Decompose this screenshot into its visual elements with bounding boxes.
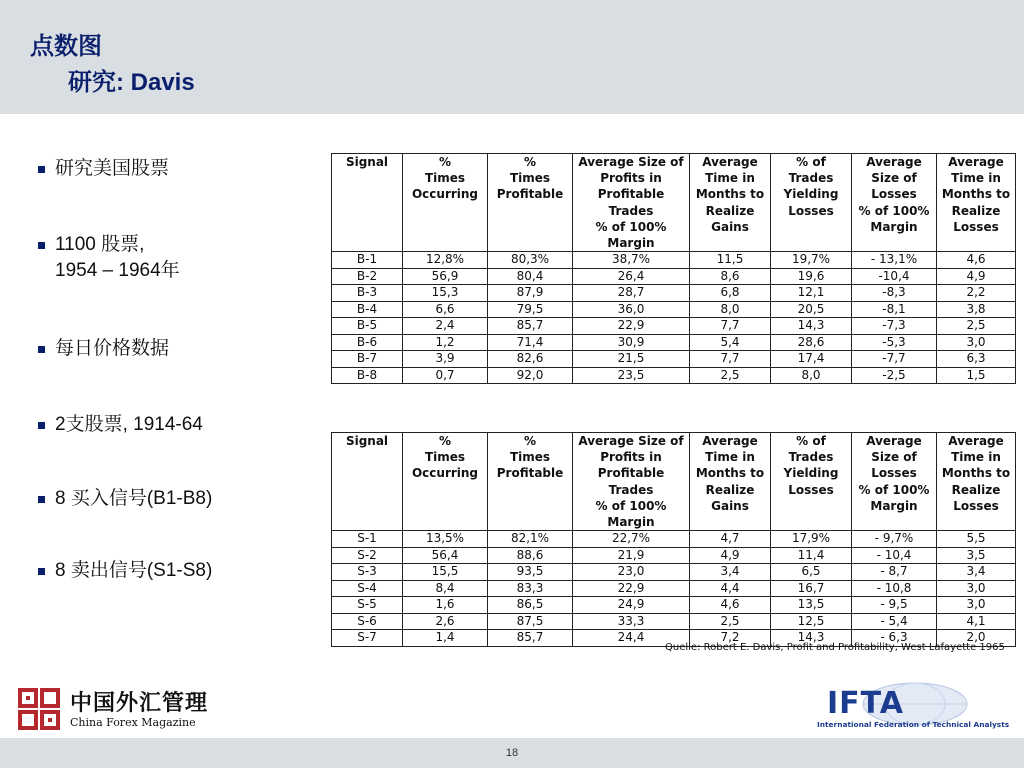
table-cell: - 5,4 <box>852 613 937 630</box>
sell-signals-table <box>331 432 1016 647</box>
table-cell: 22,9 <box>573 580 690 597</box>
signal-cell: B-5 <box>332 318 403 335</box>
table-cell: -8,1 <box>852 301 937 318</box>
column-header-line: Profits in <box>600 171 662 186</box>
table-cell: 22,9 <box>573 318 690 335</box>
column-header-line: Signal <box>345 434 389 448</box>
table-cell: 56,4 <box>403 547 488 564</box>
table-cell: 6,8 <box>690 285 771 302</box>
page-number: 18 <box>505 747 519 759</box>
table-cell: 19,7% <box>771 252 852 269</box>
column-header-line: Months to <box>695 466 765 481</box>
column-header <box>488 154 573 252</box>
table-cell: 87,9 <box>488 285 573 302</box>
table-row <box>332 285 1016 302</box>
table-cell: 4,1 <box>937 613 1016 630</box>
column-header-line: Times <box>424 171 466 186</box>
column-header-line: Yielding <box>783 187 839 202</box>
bullet-item <box>38 486 212 512</box>
column-header-line: Occurring <box>411 466 479 481</box>
table-cell: 8,0 <box>771 367 852 384</box>
signal-cell: B-8 <box>332 367 403 384</box>
table-cell: 21,9 <box>573 547 690 564</box>
table-cell: 14,3 <box>771 318 852 335</box>
table-cell: 24,9 <box>573 597 690 614</box>
table-cell: 24,4 <box>573 630 690 647</box>
table-row <box>332 367 1016 384</box>
table-cell: 22,7% <box>573 531 690 548</box>
table-cell: - 10,8 <box>852 580 937 597</box>
column-header <box>771 154 852 252</box>
table-cell: 80,4 <box>488 268 573 285</box>
table-cell: 83,3 <box>488 580 573 597</box>
column-header <box>690 154 771 252</box>
table-cell: 2,4 <box>403 318 488 335</box>
column-header-line: Size of <box>871 450 917 465</box>
table-cell: 28,6 <box>771 334 852 351</box>
table-cell: - 8,7 <box>852 564 937 581</box>
table-cell: - 9,7% <box>852 531 937 548</box>
ifta-logo <box>815 680 1020 736</box>
column-header <box>937 433 1016 531</box>
table-header-row <box>332 433 1016 531</box>
table-cell: 2,5 <box>690 613 771 630</box>
table-cell: 36,0 <box>573 301 690 318</box>
column-header-line: Average <box>702 434 758 448</box>
column-header-line: Average Size of <box>578 434 684 448</box>
table-cell: 3,5 <box>937 547 1016 564</box>
table-cell: 7,7 <box>690 318 771 335</box>
table-cell: - 6,3 <box>852 630 937 647</box>
column-header-line: % <box>523 155 537 169</box>
column-header-line: % <box>523 434 537 448</box>
table-row <box>332 334 1016 351</box>
bullet-marker <box>38 346 45 353</box>
column-header-line: Occurring <box>411 187 479 202</box>
table-cell: 2,2 <box>937 285 1016 302</box>
table-cell: 15,5 <box>403 564 488 581</box>
column-header-line: Realize <box>705 482 755 497</box>
signal-cell: B-2 <box>332 268 403 285</box>
column-header <box>403 154 488 252</box>
table-cell: -2,5 <box>852 367 937 384</box>
column-header-line: Time in <box>951 171 1001 186</box>
bullet-item <box>38 412 203 438</box>
column-header-line: Average <box>866 434 922 448</box>
column-header-line: % of 100% <box>858 482 930 497</box>
table-cell: 85,7 <box>488 630 573 647</box>
table-cell: 5,4 <box>690 334 771 351</box>
table-cell: 13,5 <box>771 597 852 614</box>
table-cell: - 13,1% <box>852 252 937 269</box>
column-header <box>771 433 852 531</box>
table-cell: 3,8 <box>937 301 1016 318</box>
table-cell: 85,7 <box>488 318 573 335</box>
table-cell: 4,6 <box>690 597 771 614</box>
signal-cell: S-5 <box>332 597 403 614</box>
table-cell: 28,7 <box>573 285 690 302</box>
signal-cell: B-7 <box>332 351 403 368</box>
table-cell: 4,7 <box>690 531 771 548</box>
table-row <box>332 252 1016 269</box>
column-header <box>573 154 690 252</box>
column-header-line: Months to <box>695 187 765 202</box>
column-header-line: Margin <box>870 498 918 513</box>
column-header-line: Gains <box>711 219 749 234</box>
signal-cell: S-6 <box>332 613 403 630</box>
table-cell: -7,7 <box>852 351 937 368</box>
source-note: Quelle: Robert E. Davis, Profit and Profitability, West Lafayette 1965 <box>665 642 1005 653</box>
table-cell: 1,6 <box>403 597 488 614</box>
signal-cell: B-3 <box>332 285 403 302</box>
column-header <box>488 433 573 531</box>
table-cell: 56,9 <box>403 268 488 285</box>
table-cell: 7,2 <box>690 630 771 647</box>
table-cell: 4,9 <box>690 547 771 564</box>
column-header-line: Time in <box>705 450 755 465</box>
table-cell: 88,6 <box>488 547 573 564</box>
column-header <box>852 433 937 531</box>
column-header-line: % of 100% <box>595 219 667 234</box>
table-cell: 82,1% <box>488 531 573 548</box>
table-row <box>332 318 1016 335</box>
table-cell: 38,7% <box>573 252 690 269</box>
column-header-line: % of <box>796 155 826 169</box>
table-cell: 3,0 <box>937 334 1016 351</box>
table-cell: 4,4 <box>690 580 771 597</box>
column-header <box>852 154 937 252</box>
table-cell: 2,5 <box>937 318 1016 335</box>
table-cell: 2,5 <box>690 367 771 384</box>
column-header-line: Losses <box>788 482 834 497</box>
column-header-line: Losses <box>953 498 999 513</box>
column-header-line: Margin <box>607 515 655 530</box>
table-cell: 19,6 <box>771 268 852 285</box>
table-cell: 12,8% <box>403 252 488 269</box>
column-header-line: Times <box>509 171 551 186</box>
table-cell: 6,6 <box>403 301 488 318</box>
table-cell: 12,5 <box>771 613 852 630</box>
table-cell: 3,4 <box>937 564 1016 581</box>
column-header <box>332 154 403 252</box>
table-cell: 71,4 <box>488 334 573 351</box>
column-header-line: Profitable Trades <box>597 466 665 497</box>
table-header-row <box>332 154 1016 252</box>
signal-cell: S-4 <box>332 580 403 597</box>
table-cell: -5,3 <box>852 334 937 351</box>
bullet-marker <box>38 568 45 575</box>
column-header-line: Average <box>948 434 1004 448</box>
table-cell: - 10,4 <box>852 547 937 564</box>
bullet-marker <box>38 166 45 173</box>
table-row <box>332 580 1016 597</box>
column-header-line: Losses <box>953 219 999 234</box>
table-cell: 3,4 <box>690 564 771 581</box>
ifta-full-name: International Federation of Technical Analysts <box>817 720 1010 729</box>
table-cell: 17,4 <box>771 351 852 368</box>
bullet-text: 研究美国股票 <box>55 158 170 179</box>
bullet-item <box>38 558 212 584</box>
column-header-line: % <box>438 434 452 448</box>
column-header-line: Margin <box>870 219 918 234</box>
table-cell: 5,5 <box>937 531 1016 548</box>
column-header-line: Realize <box>951 482 1001 497</box>
table-cell: 30,9 <box>573 334 690 351</box>
table-row <box>332 597 1016 614</box>
table-cell: 7,7 <box>690 351 771 368</box>
table-cell: 93,5 <box>488 564 573 581</box>
bullet-text-continued: 1954 – 1964年 <box>55 260 180 281</box>
table-row <box>332 613 1016 630</box>
table-cell: 15,3 <box>403 285 488 302</box>
page-subtitle: 研究: Davis <box>68 69 195 96</box>
table-cell: 8,0 <box>690 301 771 318</box>
column-header-line: Losses <box>871 466 917 481</box>
bullet-item <box>38 336 169 362</box>
column-header-line: Months to <box>941 466 1011 481</box>
table-cell: 16,7 <box>771 580 852 597</box>
bullet-marker <box>38 422 45 429</box>
signal-cell: B-1 <box>332 252 403 269</box>
column-header-line: Time in <box>951 450 1001 465</box>
table-cell: 1,4 <box>403 630 488 647</box>
column-header-line: Signal <box>345 155 389 169</box>
signal-cell: S-3 <box>332 564 403 581</box>
column-header-line: % of 100% <box>858 203 930 218</box>
signal-cell: S-2 <box>332 547 403 564</box>
table-cell: 8,6 <box>690 268 771 285</box>
bullet-marker <box>38 496 45 503</box>
bullet-text: 每日价格数据 <box>55 338 170 359</box>
table-row <box>332 531 1016 548</box>
table-cell: 23,0 <box>573 564 690 581</box>
table-cell: 8,4 <box>403 580 488 597</box>
column-header-line: Times <box>509 450 551 465</box>
column-header-line: Months to <box>941 187 1011 202</box>
table-cell: 13,5% <box>403 531 488 548</box>
signal-cell: S-1 <box>332 531 403 548</box>
column-header-line: Profitable Trades <box>597 187 665 218</box>
table-cell: 33,3 <box>573 613 690 630</box>
table-cell: 12,1 <box>771 285 852 302</box>
table-cell: 17,9% <box>771 531 852 548</box>
table-cell: 26,4 <box>573 268 690 285</box>
table-cell: 4,6 <box>937 252 1016 269</box>
ifta-wordmark: IFTA <box>827 686 905 721</box>
table-cell: -7,3 <box>852 318 937 335</box>
table-cell: 11,5 <box>690 252 771 269</box>
table-cell: 2,0 <box>937 630 1016 647</box>
column-header-line: Profitable <box>496 187 564 202</box>
table-cell: 6,5 <box>771 564 852 581</box>
table-cell: 4,9 <box>937 268 1016 285</box>
table-cell: - 9,5 <box>852 597 937 614</box>
table-row <box>332 351 1016 368</box>
column-header-line: Profitable <box>496 466 564 481</box>
column-header <box>937 154 1016 252</box>
table-cell: 6,3 <box>937 351 1016 368</box>
table-cell: 23,5 <box>573 367 690 384</box>
column-header-line: Losses <box>871 187 917 202</box>
cfm-english-name: China Forex Magazine <box>70 716 196 729</box>
table-cell: 20,5 <box>771 301 852 318</box>
column-header-line: Average <box>948 155 1004 169</box>
column-header-line: Losses <box>788 203 834 218</box>
column-header-line: Time in <box>705 171 755 186</box>
table-cell: 3,0 <box>937 597 1016 614</box>
china-forex-magazine-logo <box>18 686 218 734</box>
table-cell: 0,7 <box>403 367 488 384</box>
column-header-line: Times <box>424 450 466 465</box>
column-header <box>403 433 488 531</box>
column-header <box>690 433 771 531</box>
bullet-text: 8 买入信号(B1-B8) <box>55 488 213 509</box>
bullet-text: 2支股票, 1914-64 <box>55 414 203 435</box>
column-header-line: Average <box>866 155 922 169</box>
bullet-item <box>38 156 169 182</box>
column-header-line: Yielding <box>783 466 839 481</box>
table-cell: -8,3 <box>852 285 937 302</box>
table-cell: 11,4 <box>771 547 852 564</box>
table-cell: 86,5 <box>488 597 573 614</box>
column-header-line: % of 100% <box>595 498 667 513</box>
column-header-line: Realize <box>705 203 755 218</box>
column-header-line: Profits in <box>600 450 662 465</box>
page-title: 点数图 <box>30 33 102 60</box>
bullet-text: 8 卖出信号(S1-S8) <box>55 560 213 581</box>
table-cell: 3,0 <box>937 580 1016 597</box>
cfm-seal-icon <box>18 688 60 730</box>
table-row <box>332 301 1016 318</box>
table-row <box>332 564 1016 581</box>
column-header <box>332 433 403 531</box>
column-header-line: Gains <box>711 498 749 513</box>
column-header-line: % of <box>796 434 826 448</box>
column-header-line: Average Size of <box>578 155 684 169</box>
table-cell: 2,6 <box>403 613 488 630</box>
table-cell: 82,6 <box>488 351 573 368</box>
table-cell: 1,2 <box>403 334 488 351</box>
bullet-marker <box>38 242 45 249</box>
bullet-text: 1100 股票, <box>55 234 145 255</box>
table-cell: 80,3% <box>488 252 573 269</box>
signal-cell: B-6 <box>332 334 403 351</box>
table-cell: 87,5 <box>488 613 573 630</box>
column-header-line: Trades <box>788 171 834 186</box>
column-header-line: % <box>438 155 452 169</box>
column-header-line: Trades <box>788 450 834 465</box>
table-row <box>332 547 1016 564</box>
table-cell: -10,4 <box>852 268 937 285</box>
column-header-line: Realize <box>951 203 1001 218</box>
column-header-line: Margin <box>607 236 655 251</box>
table-row <box>332 268 1016 285</box>
table-cell: 92,0 <box>488 367 573 384</box>
table-cell: 1,5 <box>937 367 1016 384</box>
table-cell: 3,9 <box>403 351 488 368</box>
cfm-chinese-name: 中国外汇管理 <box>70 690 209 716</box>
signal-cell: S-7 <box>332 630 403 647</box>
signal-cell: B-4 <box>332 301 403 318</box>
column-header-line: Size of <box>871 171 917 186</box>
bullet-item <box>38 232 180 284</box>
table-cell: 14,3 <box>771 630 852 647</box>
table-cell: 21,5 <box>573 351 690 368</box>
buy-signals-table <box>331 153 1016 384</box>
table-cell: 79,5 <box>488 301 573 318</box>
column-header <box>573 433 690 531</box>
column-header-line: Average <box>702 155 758 169</box>
